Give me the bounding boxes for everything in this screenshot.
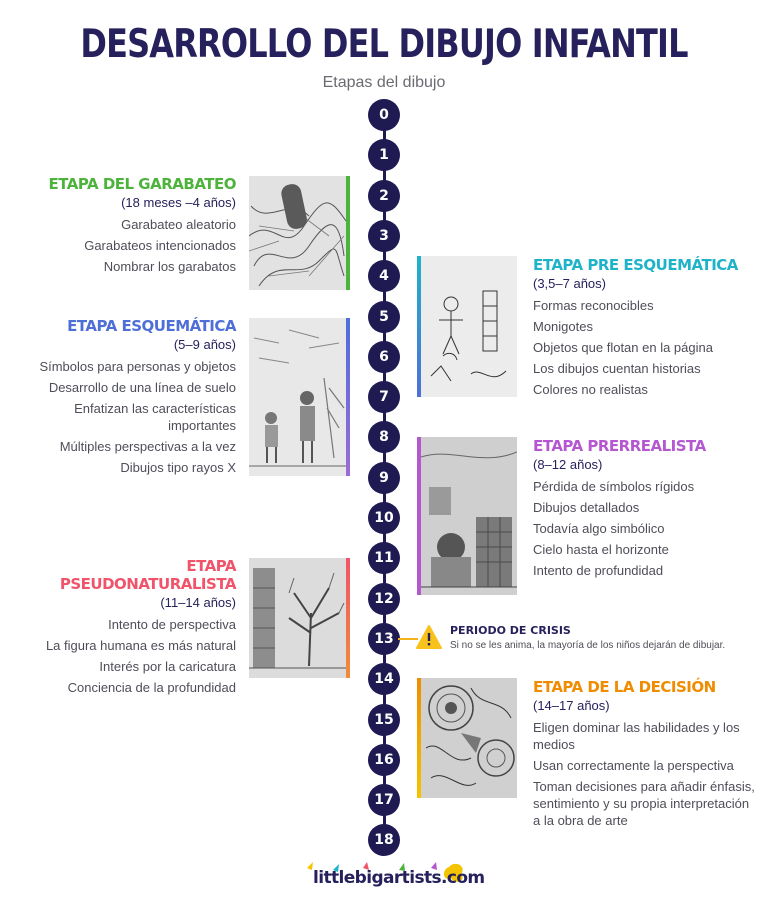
stage-age: (18 meses –4 años) — [121, 195, 236, 210]
list-item: Todavía algo simbólico — [533, 521, 665, 536]
stage-title: ETAPA DEL GARABATEO — [48, 175, 236, 193]
age-node-1: 1 — [368, 139, 400, 171]
stage-color-bar — [346, 558, 350, 678]
list-item: Garabateos intencionados — [84, 238, 236, 253]
age-node-10: 10 — [368, 502, 400, 534]
stick-figure-drawing — [421, 256, 517, 397]
list-item: Pérdida de símbolos rígidos — [533, 479, 695, 494]
list-item: Los dibujos cuentan historias — [533, 361, 701, 376]
age-node-9: 9 — [368, 462, 400, 494]
page-subtitle: Etapas del dibujo — [322, 74, 446, 91]
crisis-title: PERIODO DE CRISIS — [450, 624, 571, 637]
age-node-3: 3 — [368, 220, 400, 252]
age-node-16: 16 — [368, 744, 400, 776]
age-node-11: 11 — [368, 542, 400, 574]
age-node-6: 6 — [368, 341, 400, 373]
list-item: Nombrar los garabatos — [103, 259, 236, 274]
stage-title: ETAPA ESQUEMÁTICA — [67, 317, 236, 335]
page-title: DESARROLLO DEL DIBUJO INFANTIL — [80, 22, 688, 67]
age-node-7: 7 — [368, 381, 400, 413]
list-item: Formas reconocibles — [533, 298, 654, 313]
stage-items — [20, 616, 236, 696]
list-item: Conciencia de la profundidad — [67, 680, 236, 695]
age-node-4: 4 — [368, 260, 400, 292]
stage-age: (14–17 años) — [533, 698, 610, 713]
list-item: Múltiples perspectivas a la vez — [59, 439, 236, 454]
list-item: Desarrollo de una línea de suelo — [48, 380, 236, 395]
stage-items — [20, 358, 236, 476]
decision-drawing-image — [421, 678, 517, 798]
list-item: Símbolos para personas y objetos — [39, 359, 236, 374]
list-item: Intento de profundidad — [533, 563, 664, 578]
crisis-text: Si no se les anima, la mayoría de los niños dejarán de dibujar. — [450, 640, 726, 651]
list-item: Intento de perspectiva — [108, 617, 236, 632]
list-item: Usan correctamente la perspectiva — [533, 758, 734, 773]
stage-title: ETAPA PRE ESQUEMÁTICA — [533, 256, 738, 274]
stage-items — [533, 478, 758, 579]
age-node-18: 18 — [368, 824, 400, 856]
garabateo-drawing-image — [249, 176, 346, 290]
stage-prerrealista — [533, 437, 758, 583]
stage-decision — [533, 678, 758, 833]
stage-esquematica — [20, 317, 236, 480]
city-drawing — [421, 437, 517, 595]
stage-color-bar — [417, 678, 421, 798]
age-node-8: 8 — [368, 421, 400, 453]
age-node-13: 13 — [368, 623, 400, 655]
stage-color-bar — [346, 318, 350, 476]
preesquematica-drawing-image — [421, 256, 517, 397]
stage-age: (8–12 años) — [533, 457, 603, 472]
list-item: Garabateo aleatorio — [121, 217, 236, 232]
age-node-15: 15 — [368, 704, 400, 736]
site-logo[interactable] — [303, 862, 485, 896]
stage-garabateo — [20, 175, 236, 279]
stage-items — [533, 719, 758, 829]
list-item: Interés por la caricatura — [99, 659, 236, 674]
stage-age: (11–14 años) — [160, 595, 236, 610]
prerrealista-drawing-image — [421, 437, 517, 595]
list-item: Dibujos tipo rayos X — [120, 460, 236, 475]
scribble-drawing — [249, 176, 346, 290]
tree-drawing — [249, 558, 346, 678]
age-node-0: 0 — [368, 99, 400, 131]
esquematica-drawing-image — [249, 318, 346, 476]
list-item: Toman decisiones para añadir énfasis, sentimiento y su propia interpretación a la obra de arte — [533, 779, 755, 828]
stage-color-bar — [417, 256, 421, 397]
pattern-drawing — [421, 678, 517, 798]
crisis-callout — [416, 622, 756, 654]
age-node-17: 17 — [368, 784, 400, 816]
stage-title: ETAPA DE LA DECISIÓN — [533, 678, 716, 696]
age-node-2: 2 — [368, 180, 400, 212]
stage-preesquematica — [533, 256, 758, 402]
list-item: Cielo hasta el horizonte — [533, 542, 669, 557]
age-node-14: 14 — [368, 663, 400, 695]
stage-title: ETAPA PRERREALISTA — [533, 437, 706, 455]
pseudonaturalista-drawing-image — [249, 558, 346, 678]
stage-color-bar — [417, 437, 421, 595]
stage-age: (5–9 años) — [173, 337, 236, 352]
list-item: Objetos que flotan en la página — [533, 340, 713, 355]
people-drawing — [249, 318, 346, 476]
stage-color-bar — [346, 176, 350, 290]
age-node-5: 5 — [368, 301, 400, 333]
warning-icon — [416, 625, 442, 649]
logo-text: littlebigartists.com — [313, 868, 485, 888]
stage-pseudonaturalista — [20, 557, 236, 700]
list-item: Colores no realistas — [533, 382, 648, 397]
list-item: Dibujos detallados — [533, 500, 640, 515]
age-node-12: 12 — [368, 583, 400, 615]
stage-items — [20, 216, 236, 275]
list-item: Enfatizan las características importantes — [74, 401, 236, 433]
stage-items — [533, 297, 758, 398]
crisis-connector — [398, 638, 418, 640]
list-item: Monigotes — [533, 319, 593, 334]
stage-age: (3,5–7 años) — [533, 276, 606, 291]
stage-title: ETAPA PSEUDONATURALISTA — [59, 557, 236, 593]
list-item: La figura humana es más natural — [45, 638, 236, 653]
list-item: Eligen dominar las habilidades y los medios — [533, 720, 740, 752]
